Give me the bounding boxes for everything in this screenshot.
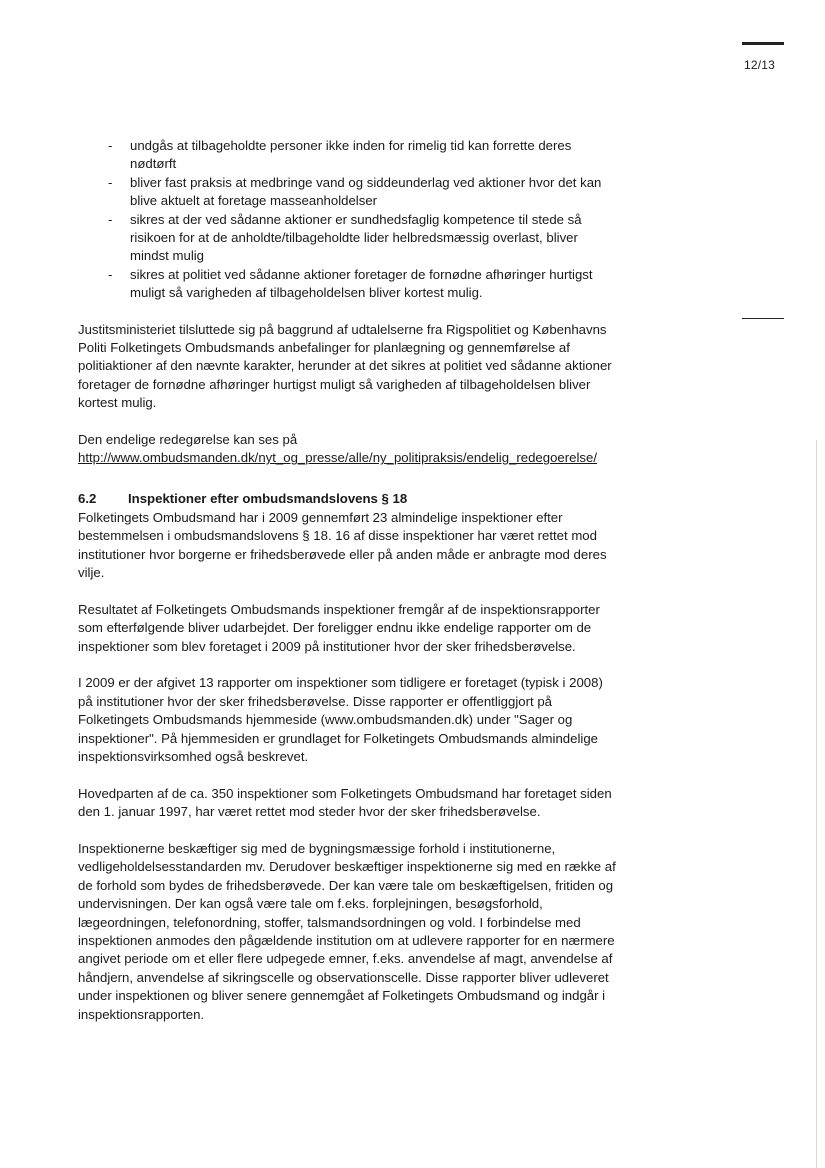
list-item-text: sikres at politiet ved sådanne aktioner foretager de fornødne afhøringer hurtigst muligt så varigheden af tilbageholdelsen bliver kortest mulig. [130,266,593,301]
section-heading [78,490,618,508]
header-rule [742,42,784,45]
section-paragraph-1: Folketingets Ombudsmand har i 2009 gennemført 23 almindelige inspektioner efter bestemmelsen i ombudsmandslovens § 18. 16 af disse inspektioner har været rettet mod institutioner hvor borgerne er frihedsberøvede eller på anden måde er anbragte mod deres vilje. [78,509,607,580]
redegoerelse-intro: Den endelige redegørelse kan ses på [78,432,298,448]
margin-rule [742,318,784,319]
list-item [78,211,618,266]
page-number: 12/13 [744,58,776,72]
list-item [78,174,618,211]
recommendation-list [78,137,618,303]
bullet-dash: - [108,138,113,153]
section-paragraph-5: Inspektionerne beskæftiger sig med de bygningsmæssige forhold i institutionerne, vedligeholdelsesstandarden mv. Derudover beskæftiger inspektionerne sig med en række af de forhold som bydes de frihedsberøvede. Der kan være tale om beskæftigelsen, fritiden og undervisningen. Der kan også være tale om f.eks. forplejningen, besøgsforhold, lægeordningen, telefonordning, stoffer, talsmandsordningen og vold. I forbindelse med inspektionen anmodes den pågældende institution om at udlevere rapporter for en nærmere angivet periode om et eller flere udpegede emner, f.eks. anvendelse af magt, anvendelse af håndjern, anvendelse af sikringscelle og observationscelle. Disse rapporter bliver udleveret under inspektionen og bliver senere gennemgået af Folketingets Ombudsmand og indgår i inspektionsrapporten. [78,840,616,1022]
section-paragraph-4: Hovedparten af de ca. 350 inspektioner som Folketingets Ombudsmand har foretaget siden den 1. januar 1997, har været rettet mod steder hvor der sker frihedsberøvelse. [78,785,612,820]
document-body [78,137,618,1042]
section-title: Inspektioner efter ombudsmandslovens § 18 [128,491,408,507]
bullet-dash: - [108,266,113,282]
bullet-dash: - [108,174,113,190]
list-item-text: bliver fast praksis at medbringe vand og siddeunderlag ved aktioner hvor det kan blive aktuelt at foretage masseanholdelser [130,174,602,209]
redegoerelse-link[interactable]: http://www.ombudsmanden.dk/nyt_og_presse/alle/ny_politipraksis/endelig_redegoerelse/ [78,450,598,466]
justits-paragraph: Justitsministeriet tilsluttede sig på baggrund af udtalelserne fra Rigspolitiet og Københavns Politi Folketingets Ombudsmands anbefalinger for planlægning og gennemførelse af politiaktioner af den nævnte karakter, herunder at det sikres at politiet ved sådanne aktioner foretager de fornødne afhøringer hurtigst muligt så varigheden af tilbageholdelsen bliver kortest mulig. [78,321,612,411]
scan-edge [816,440,817,1168]
bullet-dash: - [108,211,113,227]
list-item [78,266,618,303]
section-number: 6.2 [78,491,97,507]
section-paragraph-2: Resultatet af Folketingets Ombudsmands inspektioner fremgår af de inspektionsrapporter som efterfølgende bliver udarbejdet. Der foreligger endnu ikke endelige rapporter om de inspektioner som blev foretaget i 2009 på institutioner hvor der sker frihedsberøvelse. [78,601,600,654]
section-paragraph-3: I 2009 er der afgivet 13 rapporter om inspektioner som tidligere er foretaget (typisk i 2008) på institutioner hvor der sker frihedsberøvelse. Disse rapporter er offentliggjort på Folketingets Ombudsmands hjemmeside (www.ombudsmanden.dk) under "Sager og inspektioner". På hjemmesiden er grundlaget for Folketingets Ombudsmands almindelige inspektionsvirksomhed også beskrevet. [78,675,603,764]
redegoerelse-paragraph [78,431,618,468]
list-item-text: sikres at der ved sådanne aktioner er sundhedsfaglig kompetence til stede så risikoen for at de anholdte/tilbageholdte lider helbredsmæssig overlast, bliver mindst mulig [130,211,582,264]
list-item-text: undgås at tilbageholdte personer ikke inden for rimelig tid kan forrette deres nødtørft [130,138,572,172]
list-item [78,137,618,174]
